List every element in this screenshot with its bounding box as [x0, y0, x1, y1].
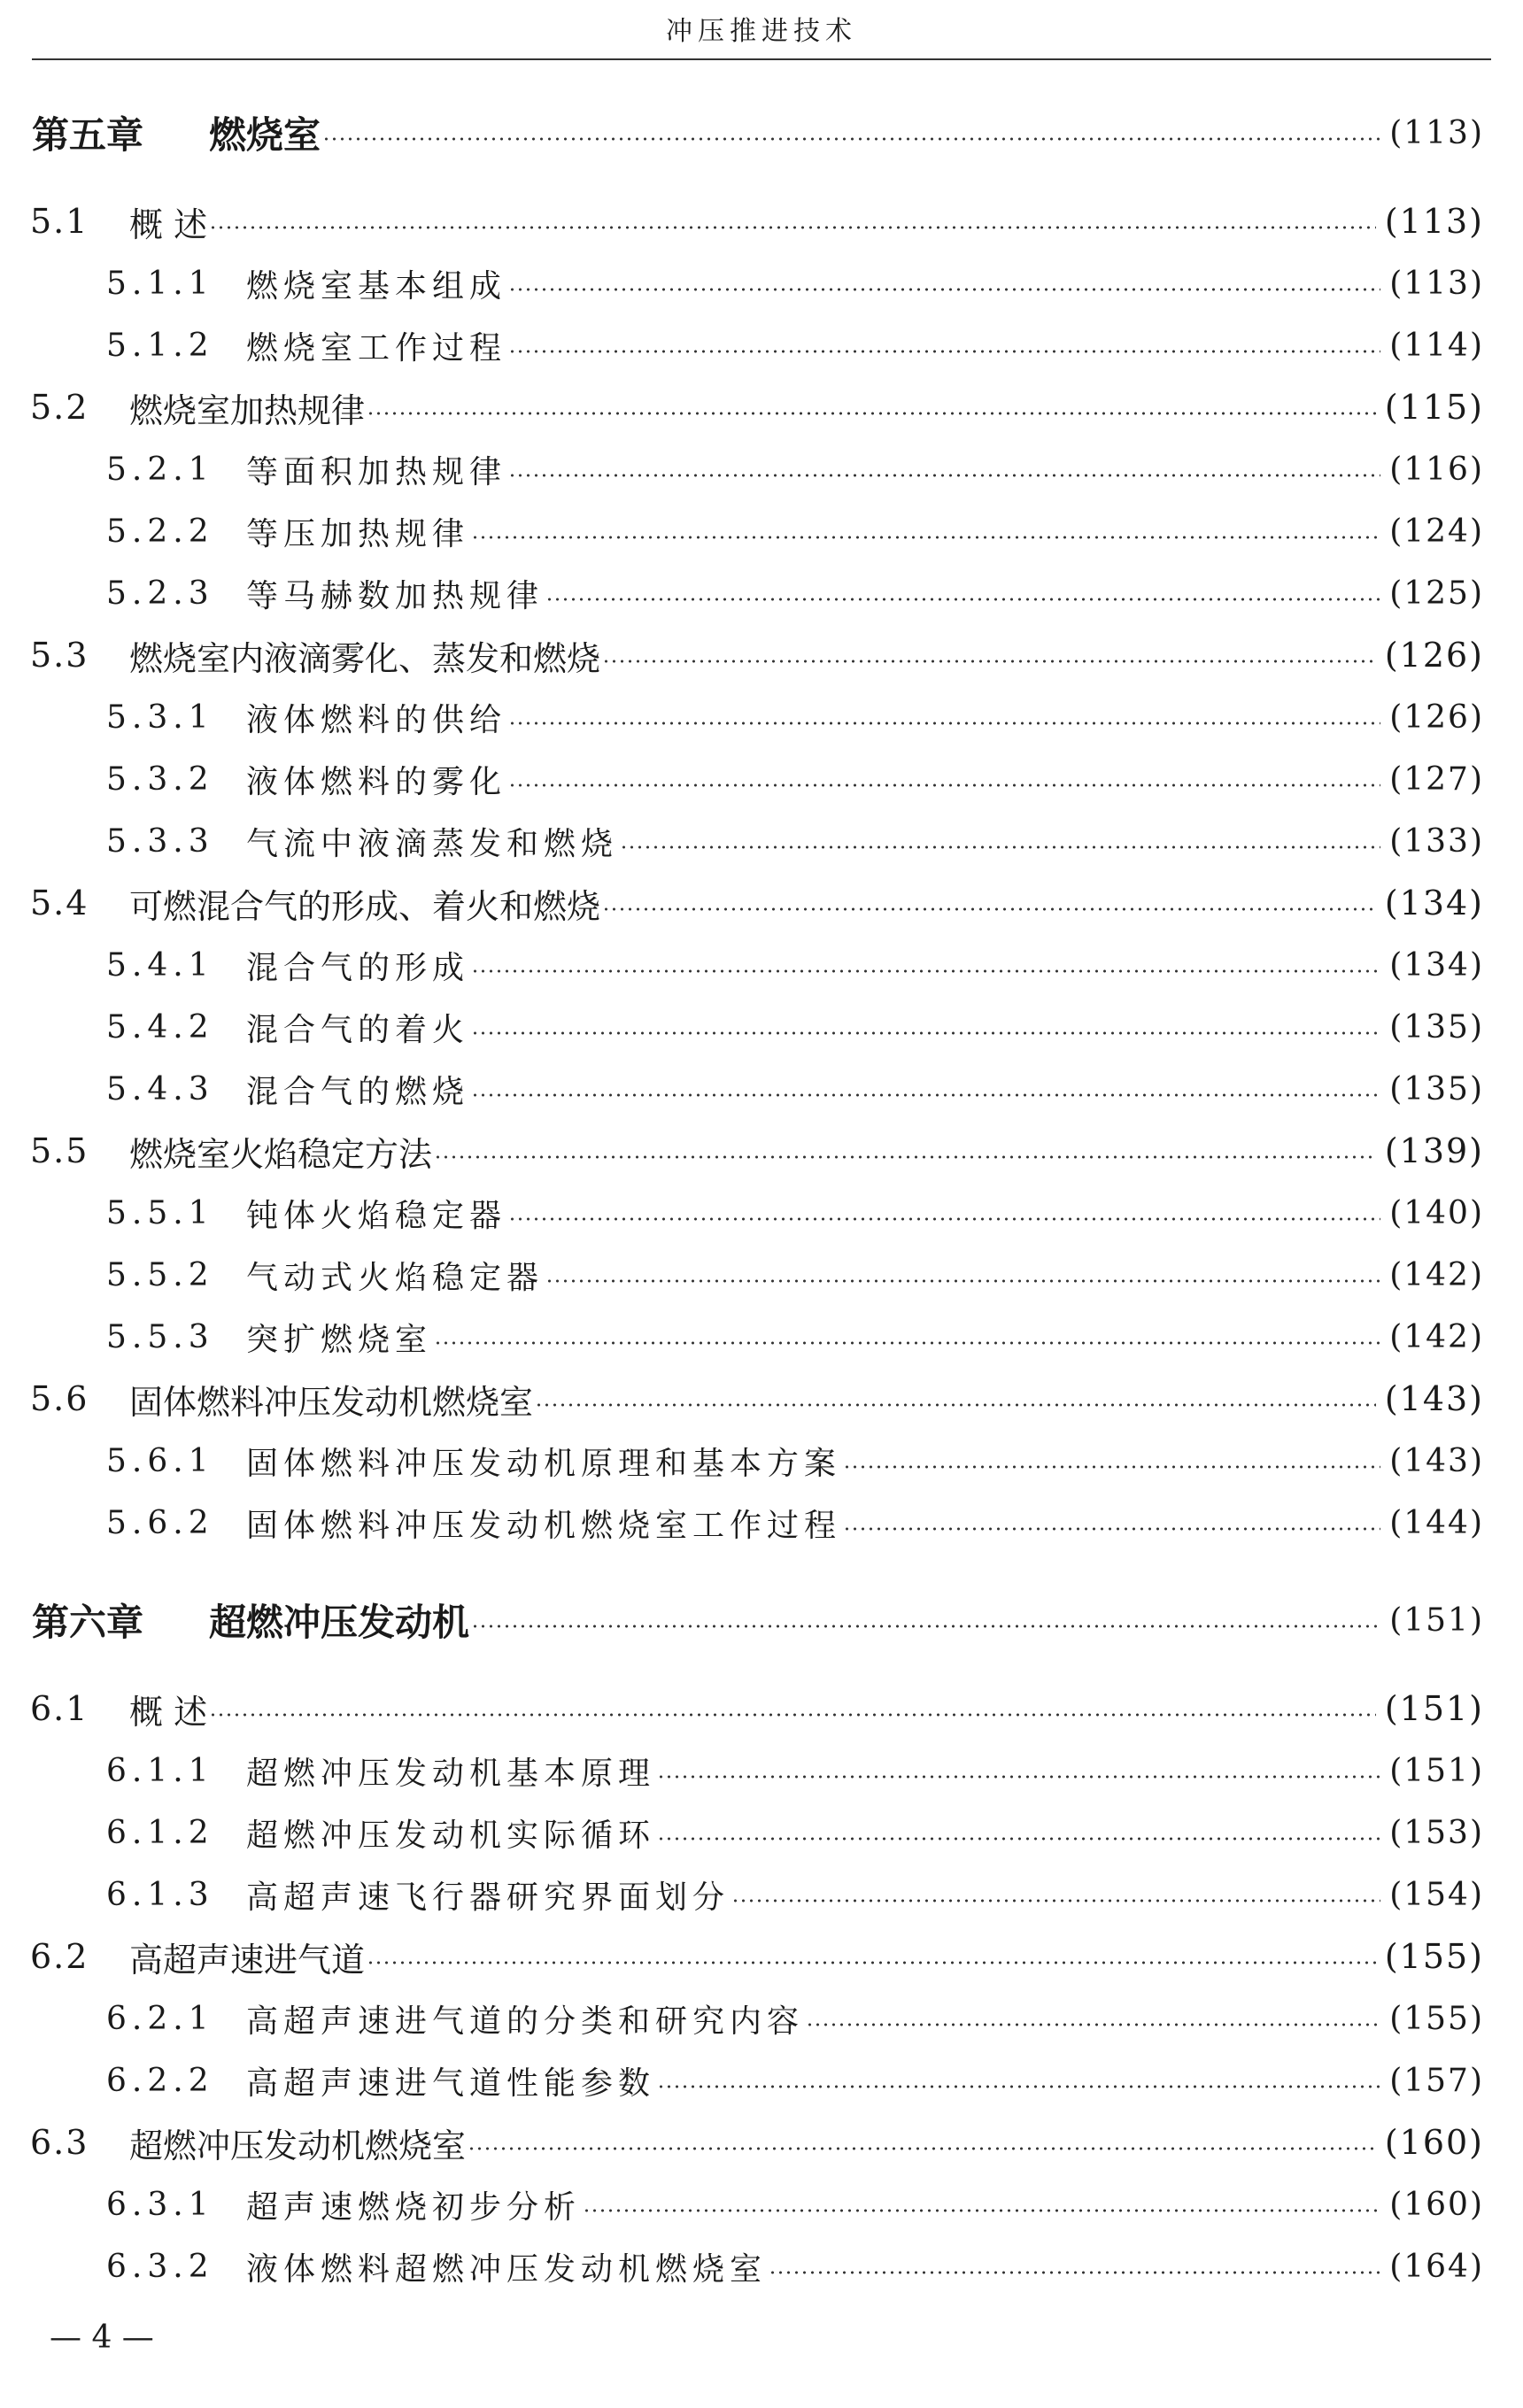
- toc-entry-number: 6.1: [30, 1689, 89, 1728]
- toc-entry-number: 5.2.2: [106, 513, 214, 550]
- toc-entry-title: 钝体火焰稳定器: [246, 1197, 507, 1234]
- toc-entry-page: (124): [1389, 513, 1484, 550]
- header-rule: [32, 58, 1491, 60]
- toc-subsection-row: [106, 568, 1484, 618]
- toc-subsection-row: [106, 1188, 1484, 1238]
- toc-entry-title: 液体燃料的雾化: [246, 763, 507, 800]
- toc-entry-page: (135): [1389, 1070, 1484, 1108]
- toc-entry-number: 5.2.1: [106, 451, 214, 488]
- toc-entry-number: 6.1.1: [106, 1752, 214, 1789]
- toc-entry-title: 高超声速进气道的分类和研究内容: [246, 2003, 805, 2040]
- dot-leader: [468, 2147, 1376, 2150]
- dot-leader: [471, 969, 1380, 973]
- toc-entry-title: 固体燃料冲压发动机原理和基本方案: [246, 1445, 842, 1482]
- toc-entry-page: (151): [1389, 1752, 1484, 1789]
- toc-entry-title: 超燃冲压发动机基本原理: [246, 1755, 656, 1792]
- running-head: 冲压推进技术: [666, 16, 857, 47]
- toc-chapter-row: [32, 108, 1484, 158]
- toc-entry-page: (126): [1384, 636, 1484, 675]
- toc-subsection-row: [106, 1994, 1484, 2043]
- toc-subsection-row: [106, 1808, 1484, 1857]
- dot-leader: [471, 1031, 1380, 1035]
- toc-entry-page: (155): [1389, 2000, 1484, 2037]
- toc-entry-title: 燃烧室工作过程: [246, 329, 507, 367]
- toc-section-row: [30, 1684, 1484, 1733]
- toc-entry-page: (139): [1384, 1131, 1484, 1170]
- dot-leader: [545, 598, 1380, 601]
- toc-entry-page: (116): [1389, 451, 1484, 488]
- toc-subsection-row: [106, 1870, 1484, 1919]
- toc-entry-title: 燃烧室: [209, 113, 321, 157]
- toc-subsection-row: [106, 1312, 1484, 1362]
- dot-leader: [508, 350, 1380, 353]
- page-number-footer: — 4 —: [50, 2319, 154, 2356]
- toc-section-row: [30, 1932, 1484, 1981]
- toc-entry-number: 5.3: [30, 636, 89, 675]
- toc-entry-page: (126): [1389, 698, 1484, 736]
- toc-entry-page: (125): [1389, 575, 1484, 612]
- toc-entry-number: 5.4: [30, 884, 89, 922]
- toc-entry-number: 6.1.3: [106, 1876, 214, 1913]
- toc-section-row: [30, 1374, 1484, 1424]
- toc-entry-title: 超声速燃烧初步分析: [246, 2188, 582, 2226]
- toc-entry-page: (142): [1389, 1256, 1484, 1293]
- toc-entry-number: 第六章: [32, 1601, 144, 1644]
- dot-leader: [471, 536, 1380, 539]
- toc-subsection-row: [106, 1746, 1484, 1795]
- dot-leader: [508, 288, 1380, 291]
- dot-leader: [367, 1961, 1376, 1964]
- toc-entry-title: 固体燃料冲压发动机燃烧室: [129, 1382, 534, 1422]
- dot-leader: [657, 2085, 1380, 2088]
- toc-entry-page: (113): [1389, 265, 1484, 302]
- toc-entry-title: 液体燃料超燃冲压发动机燃烧室: [246, 2250, 768, 2288]
- toc-subsection-row: [106, 1250, 1484, 1300]
- toc-entry-title: 高超声速进气道: [129, 1940, 366, 1980]
- toc-entry-title: 燃烧室加热规律: [129, 390, 366, 430]
- toc-subsection-row: [106, 2180, 1484, 2229]
- toc-entry-number: 6.2: [30, 1937, 89, 1976]
- toc-section-row: [30, 630, 1484, 680]
- toc-subsection-row: [106, 754, 1484, 804]
- dot-leader: [545, 1279, 1380, 1283]
- dot-leader: [508, 783, 1380, 787]
- toc-entry-title: 燃烧室火焰稳定方法: [129, 1134, 433, 1174]
- toc-subsection-row: [106, 940, 1484, 990]
- toc-entry-page: (151): [1384, 1689, 1484, 1728]
- toc-section-row: [30, 2118, 1484, 2167]
- toc-subsection-row: [106, 2242, 1484, 2291]
- toc-entry-number: 5.4.3: [106, 1070, 214, 1108]
- toc-subsection-row: [106, 320, 1484, 370]
- dot-leader: [367, 412, 1376, 415]
- toc-entry-page: (127): [1389, 760, 1484, 798]
- dot-leader: [434, 1155, 1376, 1159]
- toc-entry-number: 6.2.2: [106, 2062, 214, 2099]
- toc-entry-title: 突扩燃烧室: [246, 1321, 433, 1358]
- dot-leader: [535, 1403, 1376, 1407]
- toc-subsection-row: [106, 1064, 1484, 1114]
- toc-entry-number: 5.2.3: [106, 575, 214, 612]
- toc-entry-page: (160): [1384, 2123, 1484, 2162]
- toc-entry-number: 5.6: [30, 1379, 89, 1418]
- toc-entry-title: 超燃冲压发动机实际循环: [246, 1817, 656, 1854]
- toc-entry-page: (113): [1389, 114, 1484, 151]
- toc-entry-page: (142): [1389, 1318, 1484, 1355]
- toc-entry-page: (115): [1384, 388, 1484, 427]
- toc-entry-number: 6.3.2: [106, 2248, 214, 2285]
- toc-entry-number: 6.3.1: [106, 2186, 214, 2223]
- toc-entry-title: 等面积加热规律: [246, 453, 507, 490]
- toc-entry-page: (151): [1389, 1601, 1484, 1639]
- toc-entry-title: 概 述: [129, 205, 208, 244]
- toc-entry-number: 第五章: [32, 113, 144, 157]
- toc-section-row: [30, 382, 1484, 432]
- toc-subsection-row: [106, 444, 1484, 494]
- toc-entry-title: 燃烧室基本组成: [246, 267, 507, 305]
- toc-subsection-row: [106, 506, 1484, 556]
- toc-entry-number: 5.1: [30, 202, 89, 241]
- toc-entry-number: 5.5.3: [106, 1318, 214, 1355]
- toc-entry-page: (134): [1384, 884, 1484, 922]
- toc-entry-number: 6.2.1: [106, 2000, 214, 2037]
- dot-leader: [583, 2209, 1380, 2212]
- toc-entry-title: 等压加热规律: [246, 515, 470, 552]
- dot-leader: [731, 1899, 1380, 1902]
- dot-leader: [602, 907, 1376, 911]
- toc-entry-number: 5.4.2: [106, 1008, 214, 1046]
- toc-section-row: [30, 197, 1484, 246]
- toc-entry-title: 液体燃料的供给: [246, 701, 507, 738]
- toc-entry-title: 气动式火焰稳定器: [246, 1259, 545, 1296]
- toc-section-row: [30, 1126, 1484, 1176]
- toc-entry-page: (144): [1389, 1504, 1484, 1541]
- toc-entry-number: 5.3.1: [106, 698, 214, 736]
- toc-entry-number: 5.5.2: [106, 1256, 214, 1293]
- toc-subsection-row: [106, 259, 1484, 308]
- toc-entry-page: (113): [1384, 202, 1484, 241]
- dot-leader: [471, 1625, 1380, 1628]
- toc-entry-number: 5.1.1: [106, 265, 214, 302]
- toc-entry-title: 概 述: [129, 1692, 208, 1732]
- toc-entry-number: 5.5.1: [106, 1194, 214, 1231]
- toc-entry-title: 燃烧室内液滴雾化、蒸发和燃烧: [129, 638, 601, 678]
- dot-leader: [322, 137, 1380, 141]
- toc-entry-title: 等马赫数加热规律: [246, 577, 545, 614]
- dot-leader: [434, 1341, 1380, 1345]
- dot-leader: [508, 722, 1380, 725]
- dot-leader: [471, 1093, 1380, 1097]
- toc-entry-number: 5.4.1: [106, 946, 214, 984]
- toc-entry-number: 5.6.1: [106, 1442, 214, 1479]
- dot-leader: [508, 474, 1380, 477]
- toc-entry-number: 5.6.2: [106, 1504, 214, 1541]
- toc-entry-page: (164): [1389, 2248, 1484, 2285]
- dot-leader: [843, 1465, 1380, 1469]
- dot-leader: [620, 845, 1380, 849]
- toc-entry-number: 5.3.3: [106, 822, 214, 860]
- toc-entry-page: (154): [1389, 1876, 1484, 1913]
- toc-chapter-row: [32, 1595, 1484, 1645]
- toc-entry-number: 5.3.2: [106, 760, 214, 798]
- dot-leader: [602, 660, 1376, 663]
- toc-entry-page: (143): [1384, 1379, 1484, 1418]
- toc-entry-page: (155): [1384, 1937, 1484, 1976]
- toc-entry-number: 6.3: [30, 2123, 89, 2162]
- toc-entry-title: 混合气的形成: [246, 949, 470, 986]
- toc-entry-title: 可燃混合气的形成、着火和燃烧: [129, 886, 601, 926]
- dot-leader: [806, 2023, 1380, 2026]
- toc-section-row: [30, 878, 1484, 928]
- dot-leader: [209, 226, 1376, 229]
- dot-leader: [657, 1837, 1380, 1841]
- toc-subsection-row: [106, 816, 1484, 866]
- toc-subsection-row: [106, 1436, 1484, 1486]
- toc-entry-number: 5.2: [30, 388, 89, 427]
- toc-entry-title: 超燃冲压发动机燃烧室: [129, 2126, 467, 2165]
- dot-leader: [209, 1713, 1376, 1717]
- toc-entry-number: 5.5: [30, 1131, 89, 1170]
- toc-entry-title: 气流中液滴蒸发和燃烧: [246, 825, 619, 862]
- toc-entry-page: (134): [1389, 946, 1484, 984]
- toc-entry-number: 6.1.2: [106, 1814, 214, 1851]
- toc-entry-page: (160): [1389, 2186, 1484, 2223]
- toc-entry-title: 混合气的燃烧: [246, 1073, 470, 1110]
- toc-entry-page: (153): [1389, 1814, 1484, 1851]
- toc-entry-title: 高超声速飞行器研究界面划分: [246, 1879, 731, 1916]
- dot-leader: [769, 2271, 1380, 2274]
- toc-entry-title: 超燃冲压发动机: [209, 1601, 470, 1644]
- toc-subsection-row: [106, 692, 1484, 742]
- toc-entry-page: (157): [1389, 2062, 1484, 2099]
- toc-entry-page: (140): [1389, 1194, 1484, 1231]
- toc-entry-title: 高超声速进气道性能参数: [246, 2065, 656, 2102]
- toc-subsection-row: [106, 1002, 1484, 1052]
- toc-entry-number: 5.1.2: [106, 327, 214, 364]
- dot-leader: [657, 1775, 1380, 1779]
- toc-entry-page: (133): [1389, 822, 1484, 860]
- toc-entry-title: 固体燃料冲压发动机燃烧室工作过程: [246, 1507, 842, 1544]
- toc-subsection-row: [106, 2056, 1484, 2105]
- toc-entry-page: (143): [1389, 1442, 1484, 1479]
- toc-entry-title: 混合气的着火: [246, 1011, 470, 1048]
- toc-entry-page: (135): [1389, 1008, 1484, 1046]
- toc-subsection-row: [106, 1498, 1484, 1547]
- toc-entry-page: (114): [1389, 327, 1484, 364]
- dot-leader: [843, 1527, 1380, 1531]
- dot-leader: [508, 1217, 1380, 1221]
